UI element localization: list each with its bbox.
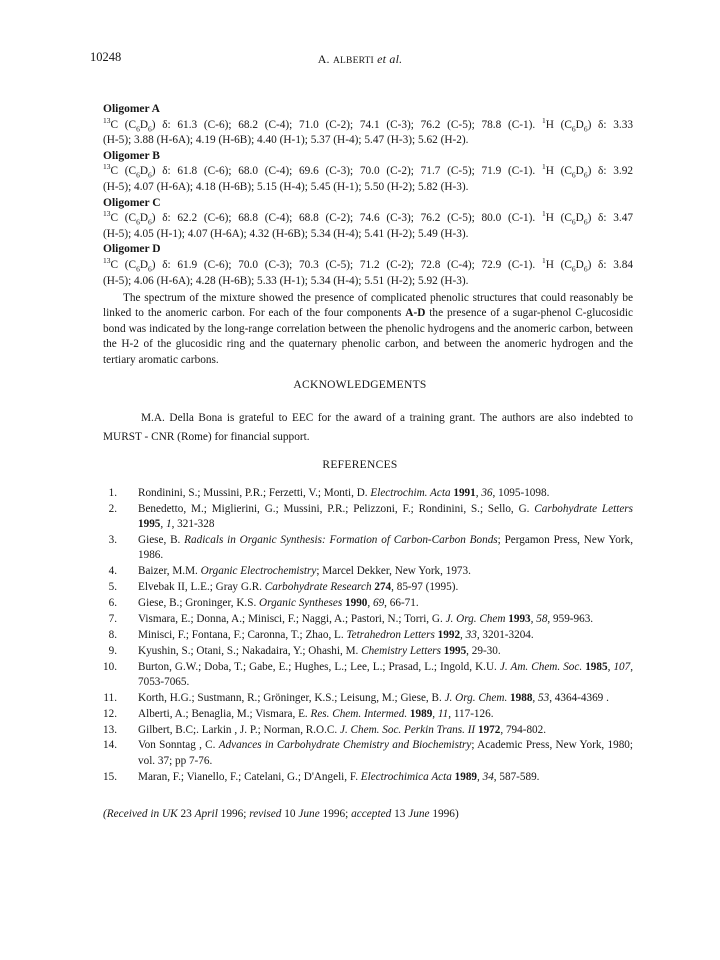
reference-text [138,770,633,785]
reference-number: 12. [103,707,117,720]
subscript: 6 [571,123,576,133]
subscript: 6 [147,264,152,274]
discussion-paragraph [103,291,633,368]
nmr-text: D [139,212,148,225]
reference-number: 9. [108,644,117,657]
nmr-line-carbon [103,211,633,227]
subscript: 6 [571,264,576,274]
reference-journal: Electrochimica Acta [360,770,452,783]
reference-journal: Tetrahedron Letters [346,628,435,641]
reference-vol: , 107 [607,660,631,673]
nmr-text: ) δ: 62.2 (C-6); 68.8 (C-4); 68.8 (C-2); 74.6 (C-3); 76.2 (C-5); 80.0 (C-1). [151,212,542,225]
received-year: 1996; [217,808,250,820]
nmr-text: C (C [110,118,137,131]
isotope-mass: 13 [103,162,111,172]
isotope-mass: 13 [103,256,111,266]
reference-item [90,486,633,501]
nmr-line-proton: (H-5); 4.06 (H-6A); 4.28 (H-6B); 5.33 (H-1); 5.34 (H-4); 5.51 (H-2); 5.92 (H-3). [103,274,469,287]
reference-a: Minisci, F.; Fontana, F.; Caronna, T.; Zhao, L. [138,628,347,641]
reference-a: Rondinini, S.; Mussini, P.R.; Ferzetti, V.; Monti, D. [138,487,371,499]
reference-rest: , 321-328 [171,518,215,531]
reference-journal: Res. Chem. Intermed. [310,707,408,720]
reference-text [138,502,633,533]
reference-number: 4. [108,565,117,578]
reference-rest: , 3201-3204. [476,628,534,641]
revised-month: June [298,808,320,820]
reference-year: 1989 [451,770,477,783]
reference-rest: , 1095-1098. [492,487,550,499]
accepted-label: accepted [351,808,392,820]
reference-number: 15. [103,770,117,783]
running-head [0,52,720,67]
compound-label: A-D [405,307,426,320]
reference-list [90,486,633,786]
reference-rest: , 794-802. [500,723,547,736]
accepted-year: 1996) [429,808,459,820]
reference-a: Baizer, M.M. [138,565,201,578]
reference-rest: , 66-71. [384,597,419,610]
reference-number: 6. [108,597,117,610]
reference-journal: Advances in Carbohydrate Chemistry and Biochemistry [218,739,472,752]
reference-a: Von Sonntag , C. [138,739,219,752]
reference-vol: , 11 [432,707,449,720]
discussion-text-1: The spectrum of the mixture showed the presence of complicated phenolic structures that could reasonably be linked to the anomeric carbon. For each of the four components [103,292,633,320]
isotope-mass: 1 [541,209,546,219]
reference-item [90,612,633,627]
reference-number: 1. [108,487,117,499]
reference-year: 1995 [441,644,467,657]
reference-year: 1988 [507,691,533,704]
nmr-text: D [139,118,148,131]
reference-number: 5. [108,581,117,594]
reference-rest: , 587-589. [493,770,540,783]
subscript: 6 [147,170,152,180]
revised-year: 1996; [319,808,352,820]
reference-rest: , 4364-4369 . [549,691,609,704]
subscript: 6 [147,217,152,227]
reference-vol: , 36 [475,487,493,499]
nmr-text: H (C [545,212,572,225]
reference-number: 14. [103,739,117,752]
accepted-month: June [408,808,430,820]
nmr-text: H (C [545,165,572,178]
reference-journal: J. Am. Chem. Soc. [499,660,583,673]
nmr-line-proton: (H-5); 3.88 (H-6A); 4.19 (H-6B); 4.40 (H-1); 5.37 (H-4); 5.47 (H-3); 5.62 (H-2). [103,134,469,147]
nmr-text: ) δ: 3.84 [587,258,634,271]
reference-item [90,707,633,722]
reference-rest: , 117-126. [448,707,494,720]
reference-number: 10. [103,660,117,673]
subscript: 6 [583,217,588,227]
acknowledgements-heading: ACKNOWLEDGEMENTS [293,379,427,391]
reference-journal: Electrochim. Acta [370,487,451,499]
oligomer-heading: Oligomer A [103,103,160,115]
isotope-mass: 1 [541,115,546,125]
reference-text [138,644,633,659]
reference-item [90,644,633,659]
nmr-text: D [575,118,584,131]
reference-item [90,628,633,643]
nmr-text: C (C [110,212,137,225]
reference-number: 2. [108,502,117,515]
reference-vol: , 34 [477,770,494,783]
reference-text [138,707,633,722]
nmr-text: ) δ: 61.9 (C-6); 70.0 (C-3); 70.3 (C-5); 71.2 (C-2); 72.8 (C-4); 72.9 (C-1). [151,258,542,271]
reference-a: Gilbert, B.C;. Larkin , J. P.; Norman, R.O.C. [138,723,340,736]
subscript: 6 [136,264,140,274]
reference-number: 11. [103,691,117,704]
reference-text [138,738,633,769]
subscript: 6 [147,123,152,133]
reference-item [90,660,633,691]
accepted-day: 13 [391,808,409,820]
nmr-text: D [139,165,148,178]
reference-number: 8. [108,628,117,641]
nmr-data-block [103,102,633,289]
reference-journal: Chemistry Letters [361,644,441,657]
isotope-mass: 1 [541,256,546,266]
nmr-text: ) δ: 61.3 (C-6); 68.2 (C-4); 71.0 (C-2); 74.1 (C-3); 76.2 (C-5); 78.8 (C-1). [151,118,542,131]
nmr-text: ) δ: 3.92 [587,165,634,178]
nmr-text: ) δ: 3.33 [587,118,634,131]
nmr-text: D [139,258,148,271]
reference-number: 3. [108,534,117,547]
reference-year: 1990 [342,597,368,610]
reference-a: Giese, B.; Groninger, K.S. [138,597,260,610]
reference-number: 7. [108,612,117,625]
reference-journal: J. Org. Chem. [444,691,508,704]
reference-item [90,533,633,564]
reference-journal: J. Org. Chem [445,612,506,625]
reference-rest: ; Marcel Dekker, New York, 1973. [316,565,471,578]
nmr-line-proton: (H-5); 4.05 (H-1); 4.07 (H-6A); 4.32 (H-6B); 5.34 (H-4); 5.41 (H-2); 5.49 (H-3). [103,227,469,240]
reference-a: Giese, B. [138,534,185,547]
reference-text [138,580,633,595]
subscript: 6 [571,217,576,227]
nmr-text: ) δ: 61.8 (C-6); 68.0 (C-4); 69.6 (C-3); 70.0 (C-2); 71.7 (C-5); 71.9 (C-1). [151,165,542,178]
received-label: (Received in UK [103,808,178,820]
reference-vol: , 58 [530,612,548,625]
nmr-text: H (C [545,118,572,131]
nmr-line-carbon [103,258,633,274]
reference-year: 1993 [505,612,531,625]
reference-item [90,502,633,533]
reference-year: 1972 [475,723,501,736]
page-number: 10248 [90,50,122,64]
reference-year: 1995 [138,518,161,531]
subscript: 6 [136,170,140,180]
nmr-text: D [575,165,584,178]
reference-journal: Organic Syntheses [259,597,343,610]
nmr-text: C (C [110,165,137,178]
reference-vol: , 53 [532,691,550,704]
subscript: 6 [571,170,576,180]
reference-year: 274 [371,581,392,594]
author-surname: ALBERTI [332,56,374,66]
reference-rest: ; Pergamon Press, New York, 1986. [138,534,634,562]
reference-item [90,723,633,738]
isotope-mass: 13 [103,209,111,219]
reference-text [138,533,633,564]
reference-item [90,564,633,579]
reference-rest: , 7053-7065. [138,660,634,688]
acknowledgements-text: M.A. Della Bona is grateful to EEC for the award of a training grant. The authors are also indebted to MURST - CNR (Rome) for financial support. [103,412,633,443]
reference-item [90,691,633,706]
nmr-text: ) δ: 3.47 [587,212,634,225]
reference-a: Elvebak II, L.E.; Gray G.R. [138,581,265,594]
isotope-mass: 13 [103,115,111,125]
reference-a: Vismara, E.; Donna, A.; Minisci, F.; Naggi, A.; Pastori, N.; Torri, G. [138,612,446,625]
reference-a: Maran, F.; Vianello, F.; Catelani, G.; D'Angeli, F. [138,770,361,783]
nmr-text: C (C [110,258,137,271]
reference-journal: J. Chem. Soc. Perkin Trans. II [340,723,476,736]
oligomer-heading: Oligomer C [103,196,161,209]
nmr-line-carbon [103,164,633,180]
reference-vol: , 1 [160,518,172,531]
author-initial: A. [317,52,333,66]
subscript: 6 [136,217,140,227]
reference-text [138,612,633,627]
reference-vol: , 69 [367,597,385,610]
nmr-text: H (C [545,258,572,271]
references-heading: REFERENCES [322,459,398,471]
reference-rest: , 29-30. [466,644,501,657]
reference-year: 1985 [582,660,608,673]
reference-journal: Carbohydrate Research [264,581,372,594]
reference-year: 1991 [450,487,476,499]
reference-number: 13. [103,723,117,736]
reference-rest: ; Academic Press, New York, 1980; vol. 37; pp 7-76. [138,739,633,767]
reference-text [138,486,633,501]
received-dates [103,808,459,820]
reference-vol: , 33 [460,628,477,641]
nmr-text: D [575,258,584,271]
reference-year: 1989 [407,707,433,720]
reference-journal: Organic Electrochemistry [200,565,317,578]
reference-item [90,738,633,769]
reference-a: Kyushin, S.; Otani, S.; Nakadaira, Y.; Ohashi, M. [138,644,362,657]
subscript: 6 [583,123,588,133]
reference-item [90,770,633,785]
received-day: 23 [177,808,195,820]
reference-a: Benedetto, M.; Miglierini, G.; Mussini, P.R.; Pelizzoni, F.; Rondinini, S.; Sello, G. [138,502,535,515]
subscript: 6 [136,123,140,133]
reference-journal: Radicals in Organic Synthesis: Formation of Carbon-Carbon Bonds [184,534,498,547]
reference-a: Alberti, A.; Benaglia, M.; Vismara, E. [138,707,311,720]
oligomer-heading: Oligomer B [103,149,160,162]
subscript: 6 [583,264,588,274]
reference-a: Korth, H.G.; Sustmann, R.; Gröninger, K.S.; Leisung, M.; Giese, B. [138,691,445,704]
nmr-line-proton: (H-5); 4.07 (H-6A); 4.18 (H-6B); 5.15 (H-4); 5.45 (H-1); 5.50 (H-2); 5.82 (H-3). [103,180,469,193]
isotope-mass: 1 [541,162,546,172]
discussion-text-2: the presence of a sugar-phenol C-glucosidic bond was indicated by the long-range correlation between the phenolic hydrogens and the anomeric carbon, between the H-2 of the glucosidic ring and the quaternary phenolic carbon, and between the anomeric hydrogen and the tertiary aromatic carbons. [103,307,633,366]
revised-label: revised [249,808,282,820]
revised-day: 10 [281,808,299,820]
reference-text [138,691,633,706]
reference-text [138,564,633,579]
reference-text [138,660,633,691]
reference-a: Burton, G.W.; Doba, T.; Gabe, E.; Hughes, L.; Lee, L.; Prasad, L.; Ingold, K.U. [138,660,500,673]
reference-text [138,628,633,643]
reference-text [138,596,633,611]
nmr-line-carbon [103,115,634,134]
oligomer-heading: Oligomer D [103,243,161,256]
et-al: et al. [377,52,403,66]
reference-rest: , 85-97 (1995). [391,581,459,594]
reference-item [90,596,633,611]
received-month: April [194,808,218,820]
reference-rest: , 959-963. [547,612,594,625]
nmr-text: D [575,212,584,225]
reference-text [138,723,633,738]
reference-item [90,580,633,595]
subscript: 6 [583,170,588,180]
reference-journal: Carbohydrate Letters [534,502,633,515]
reference-year: 1992 [434,628,461,641]
